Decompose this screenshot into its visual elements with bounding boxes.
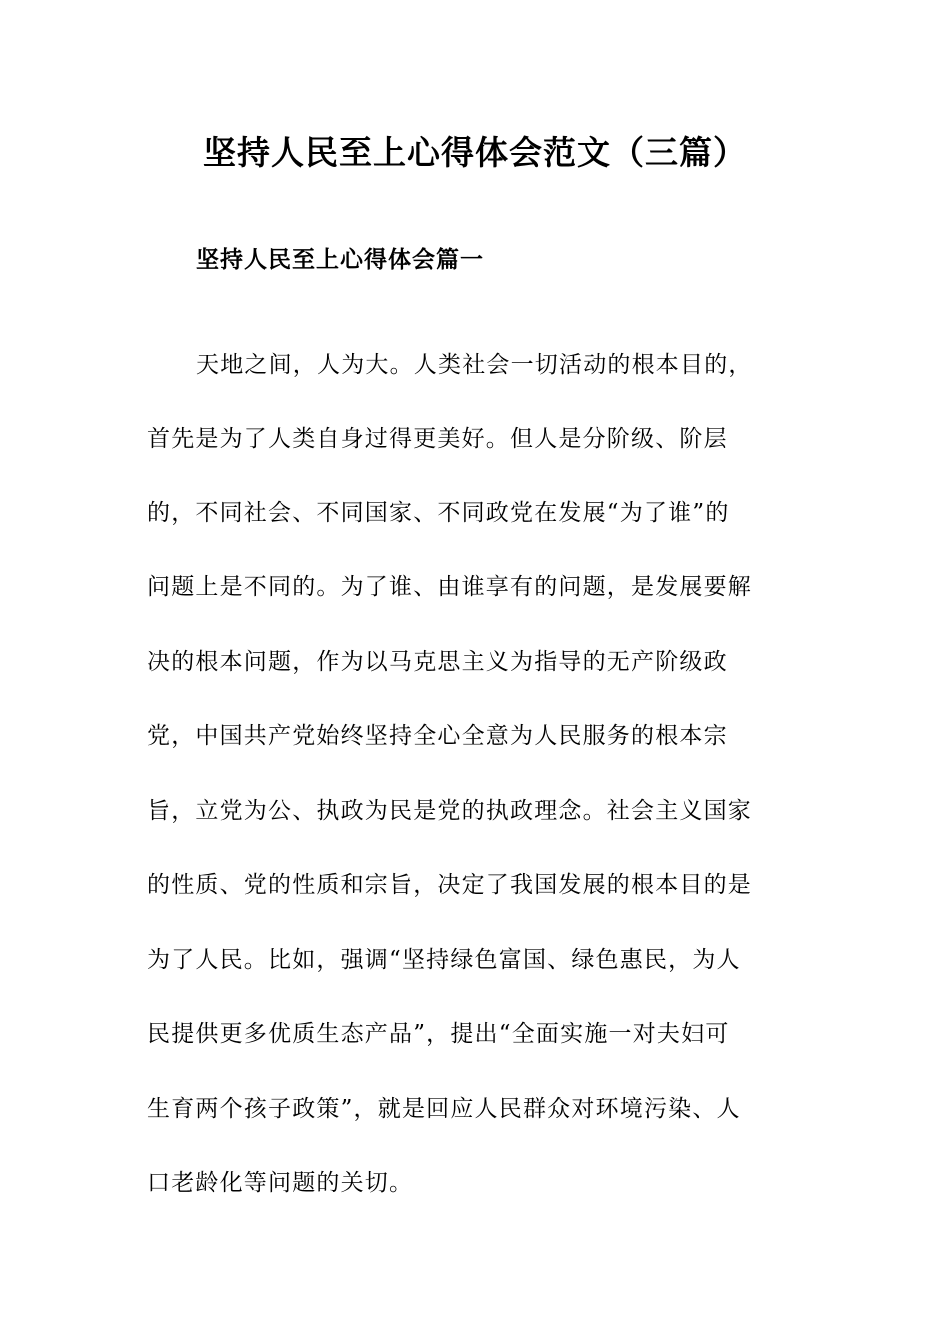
paragraph-line: 天地之间，人为大。人类社会一切活动的根本目的， [196, 352, 753, 378]
paragraph-line: 民提供更多优质生态产品”，提出“全面实施一对夫妇可 [147, 1021, 730, 1047]
paragraph-line: 口老龄化等问题的关切。 [147, 1170, 414, 1196]
paragraph-line: 问题上是不同的。为了谁、由谁享有的问题，是发展要解 [147, 574, 752, 600]
paragraph-line: 决的根本问题，作为以马克思主义为指导的无产阶级政 [147, 649, 728, 675]
paragraph-line: 的，不同社会、不同国家、不同政党在发展“为了谁”的 [147, 500, 730, 526]
paragraph-line: 旨，立党为公、执政为民是党的执政理念。社会主义国家 [147, 798, 752, 824]
document-title: 坚持人民至上心得体会范文（三篇） [203, 133, 747, 172]
paragraph-line: 首先是为了人类自身过得更美好。但人是分阶级、阶层 [147, 426, 728, 452]
section-heading: 坚持人民至上心得体会篇一 [196, 247, 484, 273]
paragraph-line: 的性质、党的性质和宗旨，决定了我国发展的根本目的是 [147, 872, 752, 898]
paragraph-line: 党，中国共产党始终坚持全心全意为人民服务的根本宗 [147, 723, 728, 749]
paragraph-line: 生育两个孩子政策”，就是回应人民群众对环境污染、人 [147, 1096, 741, 1122]
paragraph-line: 为了人民。比如，强调“坚持绿色富国、绿色惠民，为人 [147, 947, 741, 973]
